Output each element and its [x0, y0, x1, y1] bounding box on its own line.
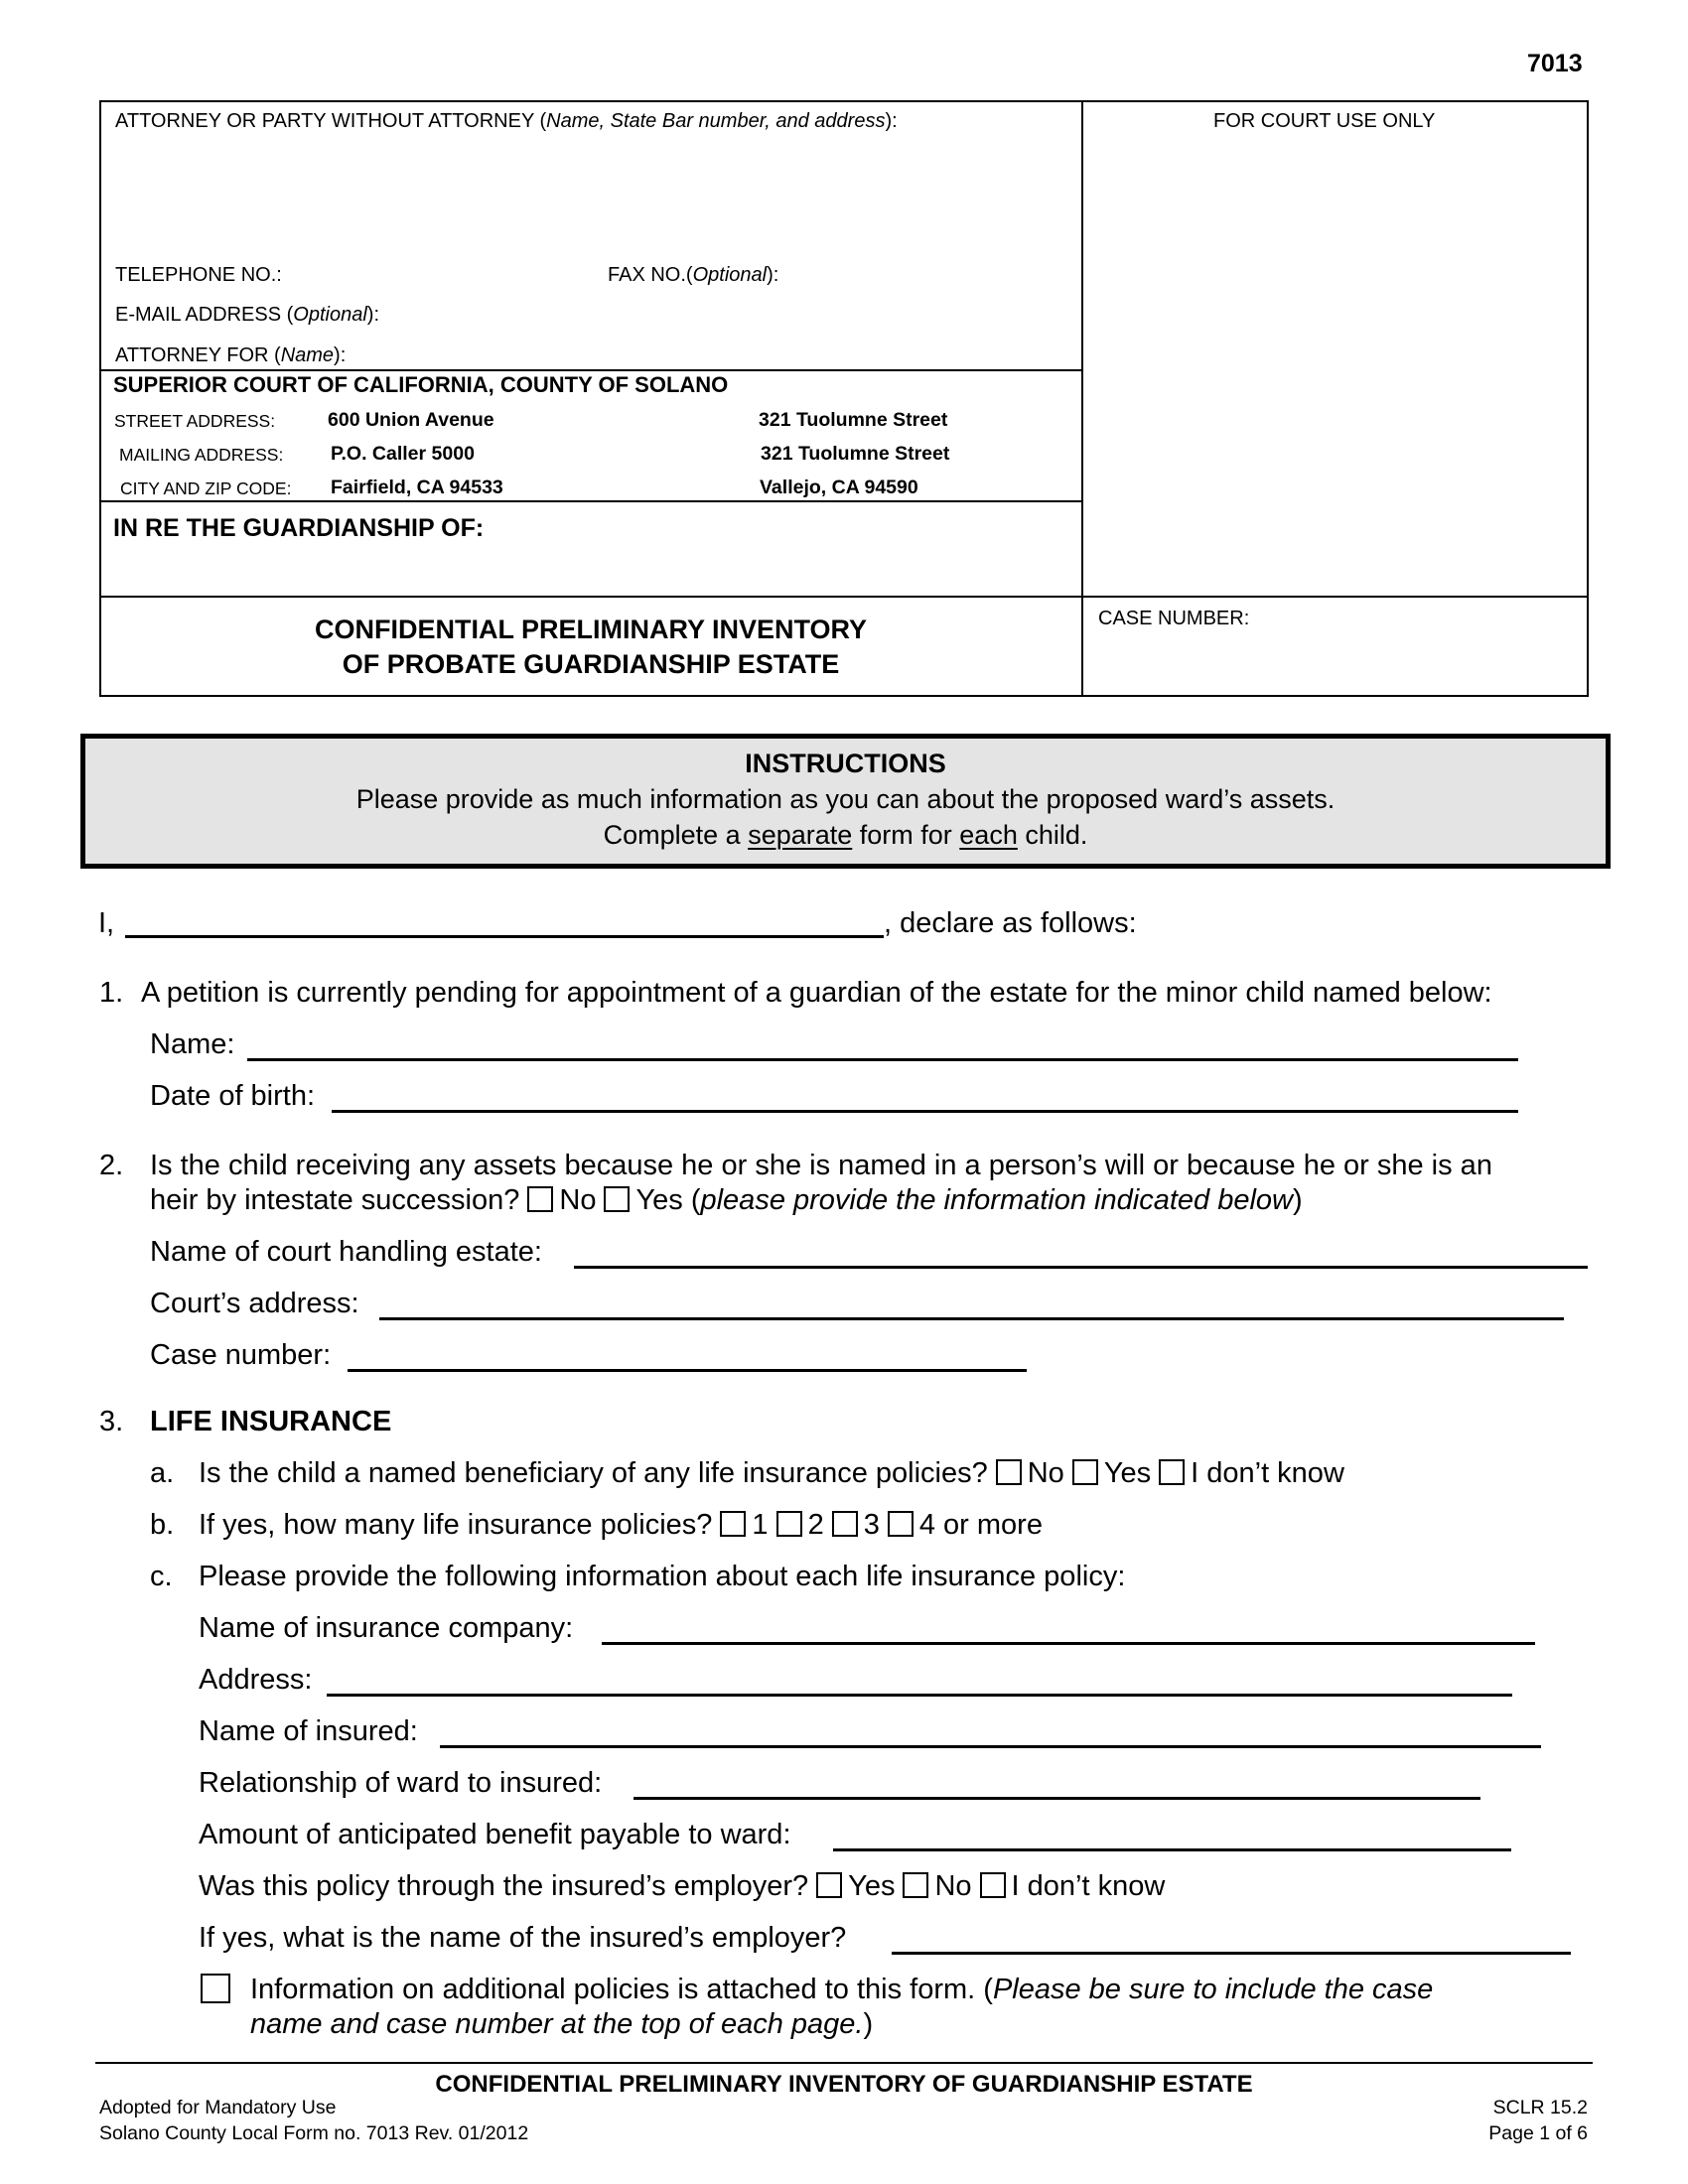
caption-divider-title — [99, 596, 1589, 598]
fax-label-end: ): — [767, 264, 779, 286]
caption-divider-court — [99, 500, 1082, 502]
benefit-amount-field[interactable] — [833, 1848, 1511, 1851]
instructions-line2 — [85, 820, 1606, 851]
insurance-address-label: Address: — [199, 1664, 313, 1696]
item3a-yes-label: Yes — [1103, 1457, 1152, 1489]
item3b-two-checkbox[interactable] — [776, 1511, 802, 1537]
caption-divider-attorney — [99, 369, 1082, 371]
footer-rule — [95, 2062, 1593, 2064]
email-label-italic: Optional — [293, 304, 367, 326]
item3b-four-plus-checkbox[interactable] — [888, 1511, 914, 1537]
additional-policies-line1 — [250, 1974, 1433, 2006]
ward-name-field[interactable] — [113, 546, 1066, 591]
additional-policies-note1: Please be sure to include the case — [992, 1974, 1434, 2005]
insurance-company-label: Name of insurance company: — [199, 1612, 574, 1644]
case-number-label: CASE NUMBER: — [1098, 608, 1250, 629]
relationship-label: Relationship of ward to insured: — [199, 1767, 603, 1799]
item2-text-line1: Is the child receiving any assets because he or she is named in a person’s will or because he or she is an — [150, 1150, 1492, 1181]
item3a-no-checkbox[interactable] — [996, 1459, 1022, 1485]
estate-court-address-field[interactable] — [379, 1317, 1564, 1320]
mailing-address-fairfield: P.O. Caller 5000 — [331, 443, 475, 465]
item3b-three-label: 3 — [863, 1509, 880, 1541]
item2-yes-checkbox[interactable] — [604, 1186, 630, 1212]
insured-name-field[interactable] — [440, 1745, 1541, 1748]
footer-rule-number: SCLR 15.2 — [1492, 2097, 1588, 2118]
item3a-question: Is the child a named beneficiary of any life insurance policies? — [199, 1457, 988, 1489]
item3a-dont-know-label: I don’t know — [1191, 1457, 1344, 1489]
employer-policy-no-checkbox[interactable] — [903, 1872, 928, 1898]
email-label-text: E-MAIL ADDRESS ( — [115, 304, 294, 326]
footer-page-number: Page 1 of 6 — [1488, 2122, 1588, 2144]
estate-case-number-field[interactable] — [348, 1369, 1027, 1372]
item3a-no-label: No — [1027, 1457, 1064, 1489]
form-title-line1: CONFIDENTIAL PRELIMINARY INVENTORY — [314, 614, 868, 644]
court-use-area — [1087, 139, 1584, 591]
instructions-line2-a: Complete a — [603, 820, 749, 850]
form-title — [99, 613, 1082, 682]
fax-label — [608, 264, 778, 287]
item3b-question: If yes, how many life insurance policies? — [199, 1509, 713, 1541]
employer-policy-yes-label: Yes — [848, 1870, 896, 1902]
instructions-line2-c: child. — [1017, 820, 1088, 850]
item3b-row — [199, 1509, 1043, 1542]
item3a-letter: a. — [150, 1457, 175, 1489]
attorney-label-text: ATTORNEY OR PARTY WITHOUT ATTORNEY ( — [115, 110, 547, 132]
item2-no-label: No — [559, 1184, 597, 1216]
declaration-prefix: I, — [98, 907, 115, 939]
item3b-three-checkbox[interactable] — [832, 1511, 858, 1537]
case-number-field[interactable] — [1098, 635, 1575, 690]
relationship-field[interactable] — [633, 1797, 1480, 1800]
item2-no-checkbox[interactable] — [527, 1186, 553, 1212]
street-address-vallejo: 321 Tuolumne Street — [759, 409, 948, 431]
additional-policies-text: Information on additional policies is attached to this form. ( — [250, 1974, 993, 2005]
item3c-text: Please provide the following information about each life insurance policy: — [199, 1561, 1126, 1592]
employer-policy-row — [199, 1870, 1165, 1903]
court-name: SUPERIOR COURT OF CALIFORNIA, COUNTY OF SOLANO — [113, 372, 729, 397]
insurance-company-field[interactable] — [602, 1642, 1535, 1645]
instructions-line2-b: form for — [852, 820, 960, 850]
fax-label-text: FAX NO.( — [608, 264, 693, 286]
item2-text-line2 — [150, 1184, 1303, 1217]
form-title-line2: OF PROBATE GUARDIANSHIP ESTATE — [342, 649, 840, 679]
item1-text: A petition is currently pending for appointment of a guardian of the estate for the minor child named below: — [141, 977, 1492, 1009]
insurance-address-field[interactable] — [327, 1694, 1512, 1697]
estate-court-address-label: Court’s address: — [150, 1288, 359, 1319]
item3a-yes-checkbox[interactable] — [1072, 1459, 1098, 1485]
mailing-address-label: MAILING ADDRESS: — [119, 445, 284, 465]
insured-name-label: Name of insured: — [199, 1715, 418, 1747]
telephone-label: TELEPHONE NO.: — [115, 264, 282, 286]
declaration-suffix: , declare as follows: — [884, 907, 1137, 939]
child-dob-field[interactable] — [332, 1110, 1518, 1113]
attorney-for-italic: Name — [280, 344, 335, 366]
attorney-label — [115, 110, 898, 133]
declarant-name-field[interactable] — [125, 935, 884, 938]
benefit-amount-label: Amount of anticipated benefit payable to ward: — [199, 1819, 791, 1850]
instructions-heading: INSTRUCTIONS — [745, 749, 946, 778]
item2-number: 2. — [99, 1150, 124, 1181]
attorney-for-label — [115, 344, 346, 367]
instructions-box — [80, 734, 1611, 869]
item3a-row — [199, 1457, 1344, 1490]
footer-adopted: Adopted for Mandatory Use — [99, 2097, 337, 2118]
attorney-for-text: ATTORNEY FOR ( — [115, 344, 281, 366]
item1-number: 1. — [99, 977, 124, 1009]
item3b-letter: b. — [150, 1509, 175, 1541]
instructions-separate: separate — [748, 820, 853, 850]
attorney-label-italic: Name, State Bar number, and address — [546, 110, 886, 132]
item2-yes-note: please provide the information indicated below — [700, 1184, 1293, 1216]
item3b-four-plus-label: 4 or more — [918, 1509, 1043, 1541]
item3-title: LIFE INSURANCE — [150, 1406, 392, 1437]
employer-policy-yes-checkbox[interactable] — [816, 1872, 842, 1898]
item3b-two-label: 2 — [807, 1509, 824, 1541]
court-use-label: FOR COURT USE ONLY — [1213, 110, 1436, 132]
additional-policies-checkbox[interactable] — [201, 1974, 230, 2003]
employer-policy-dont-know-label: I don’t know — [1011, 1870, 1166, 1902]
form-number: 7013 — [1527, 50, 1583, 77]
instructions-line1: Please provide as much information as you can about the proposed ward’s assets. — [355, 784, 1336, 814]
email-label — [115, 304, 379, 327]
additional-policies-note2: name and case number at the top of each page. — [250, 2008, 864, 2040]
caption-vertical-divider — [1081, 100, 1083, 697]
attorney-for-end: ): — [334, 344, 347, 366]
employer-name-label: If yes, what is the name of the insured’s employer? — [199, 1922, 847, 1954]
footer-form-info: Solano County Local Form no. 7013 Rev. 01/2012 — [99, 2122, 529, 2144]
employer-policy-dont-know-checkbox[interactable] — [980, 1872, 1006, 1898]
city-zip-label: CITY AND ZIP CODE: — [120, 478, 292, 498]
employer-name-field[interactable] — [892, 1952, 1571, 1955]
mailing-address-vallejo: 321 Tuolumne Street — [761, 443, 950, 465]
in-re-label: IN RE THE GUARDIANSHIP OF: — [113, 514, 485, 542]
child-name-field[interactable] — [247, 1058, 1518, 1061]
city-zip-fairfield: Fairfield, CA 94533 — [331, 477, 503, 498]
item2-yes-label: Yes ( — [635, 1184, 701, 1216]
additional-policies-end: ) — [863, 2008, 874, 2040]
item3c-letter: c. — [150, 1561, 173, 1592]
item2-yes-end: ) — [1292, 1184, 1303, 1216]
instructions-each: each — [959, 820, 1018, 850]
footer-title: CONFIDENTIAL PRELIMINARY INVENTORY OF GUARDIANSHIP ESTATE — [435, 2071, 1253, 2098]
employer-policy-question: Was this policy through the insured’s employer? — [199, 1870, 809, 1902]
child-dob-label: Date of birth: — [150, 1080, 316, 1112]
estate-court-name-label: Name of court handling estate: — [150, 1236, 542, 1268]
city-zip-vallejo: Vallejo, CA 94590 — [760, 477, 918, 498]
attorney-info-field[interactable] — [115, 139, 1068, 256]
item2-question: heir by intestate succession? — [150, 1184, 520, 1216]
item3b-one-label: 1 — [752, 1509, 769, 1541]
child-name-label: Name: — [150, 1028, 235, 1060]
item3-number: 3. — [99, 1406, 124, 1437]
street-address-fairfield: 600 Union Avenue — [328, 409, 494, 431]
street-address-label: STREET ADDRESS: — [114, 411, 276, 431]
employer-policy-no-label: No — [934, 1870, 972, 1902]
fax-label-italic: Optional — [692, 264, 768, 286]
email-label-end: ): — [366, 304, 380, 326]
attorney-label-end: ): — [885, 110, 898, 132]
estate-case-number-label: Case number: — [150, 1339, 332, 1371]
item3a-dont-know-checkbox[interactable] — [1159, 1459, 1185, 1485]
additional-policies-line2 — [250, 2008, 873, 2041]
estate-court-name-field[interactable] — [574, 1266, 1588, 1269]
item3b-one-checkbox[interactable] — [720, 1511, 746, 1537]
